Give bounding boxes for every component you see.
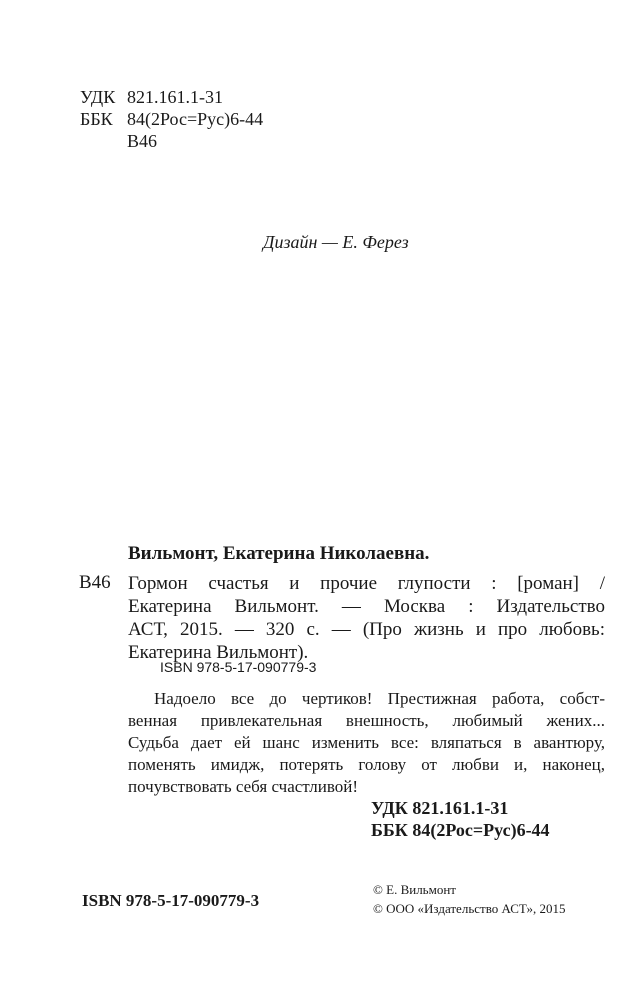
copyright-author: © Е. Вильмонт <box>373 882 456 897</box>
catalog-udk: УДК 821.161.1-31 <box>371 798 509 818</box>
bib-line: Екатерина Вильмонт). <box>128 642 309 663</box>
footer-isbn: ISBN 978-5-17-090779-3 <box>82 891 260 910</box>
udk-label: УДК <box>80 87 116 107</box>
annotation-line: поменять имидж, потерять голову от любви и, наконец, <box>128 755 605 774</box>
catalog-cipher: В46 <box>79 572 111 593</box>
bib-line: Гормон счастья и прочие глупости : [роман] / <box>128 573 605 594</box>
cipher-row <box>80 130 263 152</box>
copyright-block <box>373 880 566 918</box>
annotation-line: Надоело все до чертиков! Престижная работа, собст- <box>154 689 605 708</box>
annotation-line: Судьба дает ей шанс изменить все: вляпаться в авантюру, <box>128 733 605 752</box>
author-cipher: В46 <box>127 131 158 151</box>
catalog-author: Вильмонт, Екатерина Николаевна. <box>128 543 430 564</box>
catalog-bbk: ББК 84(2Рос=Рус)6-44 <box>371 820 550 840</box>
udk-value: 821.161.1-31 <box>127 87 223 107</box>
copyright-publisher: © ООО «Издательство АСТ», 2015 <box>373 901 566 916</box>
bbk-row <box>80 108 263 130</box>
annotation-line: венная привлекательная внешность, любимый жених... <box>128 711 605 730</box>
bib-line: АСТ, 2015. — 320 с. — (Про жизнь и про любовь: <box>128 619 605 640</box>
annotation <box>128 688 605 798</box>
udk-row <box>80 86 263 108</box>
bibliographic-description <box>128 572 605 664</box>
catalog-isbn: ISBN 978-5-17-090779-3 <box>160 659 317 675</box>
catalog-codes <box>371 797 550 841</box>
annotation-line: почувствовать себя счастливой! <box>128 777 359 796</box>
bbk-label: ББК <box>80 109 113 129</box>
bib-line: Екатерина Вильмонт. — Москва : Издательство <box>128 596 605 617</box>
bbk-value: 84(2Рос=Рус)6-44 <box>127 109 264 129</box>
design-credit: Дизайн — Е. Ферез <box>263 232 409 252</box>
top-classification-codes <box>80 86 263 152</box>
